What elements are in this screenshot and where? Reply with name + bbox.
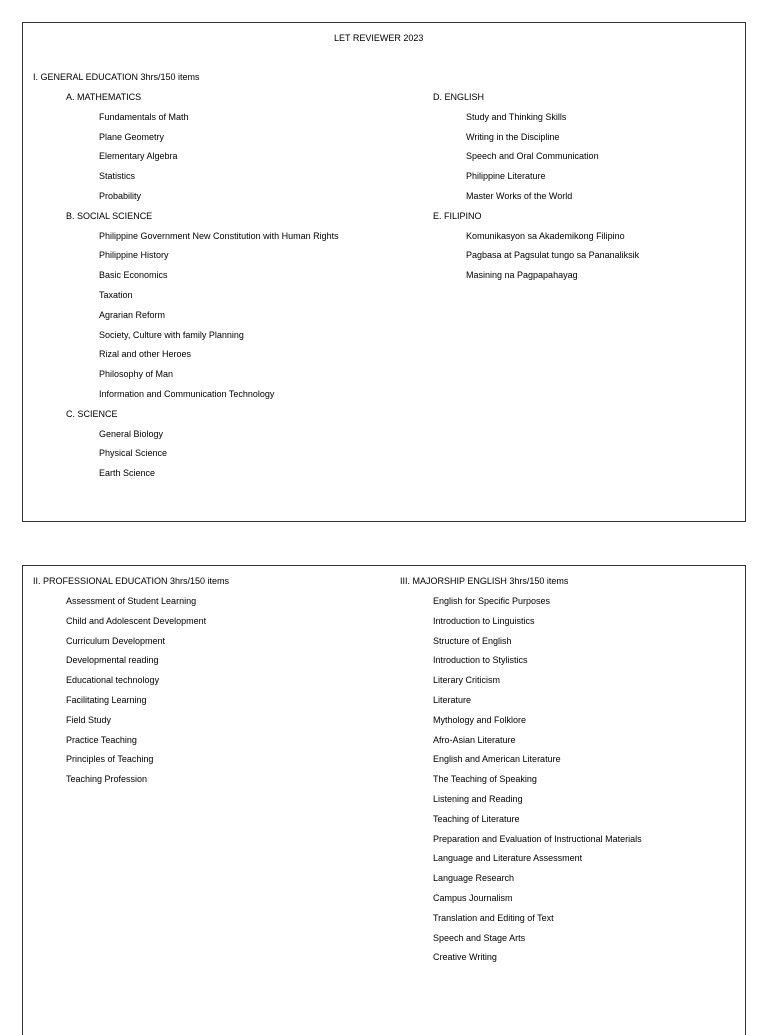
list-item: Taxation — [99, 290, 133, 300]
list-item: Teaching Profession — [66, 774, 148, 785]
list-item: Teaching of Literature — [433, 813, 520, 824]
list-item: Practice Teaching — [66, 734, 137, 745]
list-item: English and American Literature — [433, 754, 561, 765]
list-item: Probability — [99, 191, 142, 201]
list-item: Creative Writing — [433, 952, 497, 963]
list-item: Language Research — [433, 873, 515, 884]
list-item: Campus Journalism — [433, 893, 513, 903]
list-item: Translation and Editing of Text — [433, 912, 554, 923]
list-item: Agrarian Reform — [99, 309, 166, 320]
section-heading: E. FILIPINO — [433, 210, 482, 221]
list-item: Literature — [433, 695, 472, 705]
list-item: Elementary Algebra — [99, 151, 178, 162]
list-item: General Biology — [99, 428, 164, 439]
list-item: Preparation and Evaluation of Instructional Materials — [433, 833, 642, 844]
list-item: Facilitating Learning — [66, 695, 147, 705]
list-item: Mythology and Folklore — [433, 714, 527, 725]
list-item: Introduction to Linguistics — [433, 615, 535, 626]
list-item: Literary Criticism — [433, 675, 501, 686]
list-item: Master Works of the World — [466, 191, 573, 201]
list-item: Writing in the Discipline — [466, 131, 560, 142]
section-heading: D. ENGLISH — [433, 92, 485, 102]
list-item: Philippine Literature — [466, 171, 546, 182]
list-item: Statistics — [99, 171, 136, 182]
list-item: Komunikasyon sa Akademikong Filipino — [466, 230, 625, 241]
list-item: Assessment of Student Learning — [66, 596, 197, 606]
list-item: Plane Geometry — [99, 131, 165, 142]
list-item: Curriculum Development — [66, 635, 166, 646]
list-item: Rizal and other Heroes — [99, 349, 192, 360]
list-item: Child and Adolescent Development — [66, 615, 207, 626]
section-heading: B. SOCIAL SCIENCE — [66, 210, 153, 221]
list-item: Educational technology — [66, 675, 160, 686]
list-item: Basic Economics — [99, 270, 168, 281]
list-item: Introduction to Stylistics — [433, 655, 528, 666]
general-education-heading: I. GENERAL EDUCATION 3hrs/150 items — [33, 72, 200, 82]
list-item: Philippine History — [99, 250, 169, 261]
list-item: Philosophy of Man — [99, 369, 174, 380]
list-item: Speech and Oral Communication — [466, 151, 599, 162]
list-item: Structure of English — [433, 635, 512, 646]
list-item: Philippine Government New Constitution with Human Rights — [99, 230, 339, 241]
list-item: Society, Culture with family Planning — [99, 329, 244, 340]
list-item: Physical Science — [99, 448, 168, 459]
list-item: Speech and Stage Arts — [433, 932, 526, 943]
list-item: Field Study — [66, 714, 112, 725]
list-item: Language and Literature Assessment — [433, 853, 583, 864]
list-item: The Teaching of Speaking — [433, 774, 537, 785]
section-heading: C. SCIENCE — [66, 408, 118, 419]
list-item: Pagbasa at Pagsulat tungo sa Pananaliksik — [466, 250, 640, 261]
majorship-english-heading: III. MAJORSHIP ENGLISH 3hrs/150 items — [400, 576, 569, 586]
list-item: Developmental reading — [66, 655, 159, 666]
list-item: Principles of Teaching — [66, 754, 154, 765]
list-item: Masining na Pagpapahayag — [466, 270, 578, 281]
list-item: Afro-Asian Literature — [433, 734, 516, 745]
section-heading: A. MATHEMATICS — [66, 92, 142, 102]
list-item: Information and Communication Technology — [99, 389, 275, 399]
professional-education-heading: II. PROFESSIONAL EDUCATION 3hrs/150 items — [33, 576, 230, 586]
list-item: Earth Science — [99, 468, 156, 479]
list-item: Fundamentals of Math — [99, 111, 189, 122]
list-item: Study and Thinking Skills — [466, 111, 567, 122]
list-item: English for Specific Purposes — [433, 596, 551, 606]
list-item: Listening and Reading — [433, 794, 523, 804]
document-title: LET REVIEWER 2023 — [334, 33, 424, 43]
